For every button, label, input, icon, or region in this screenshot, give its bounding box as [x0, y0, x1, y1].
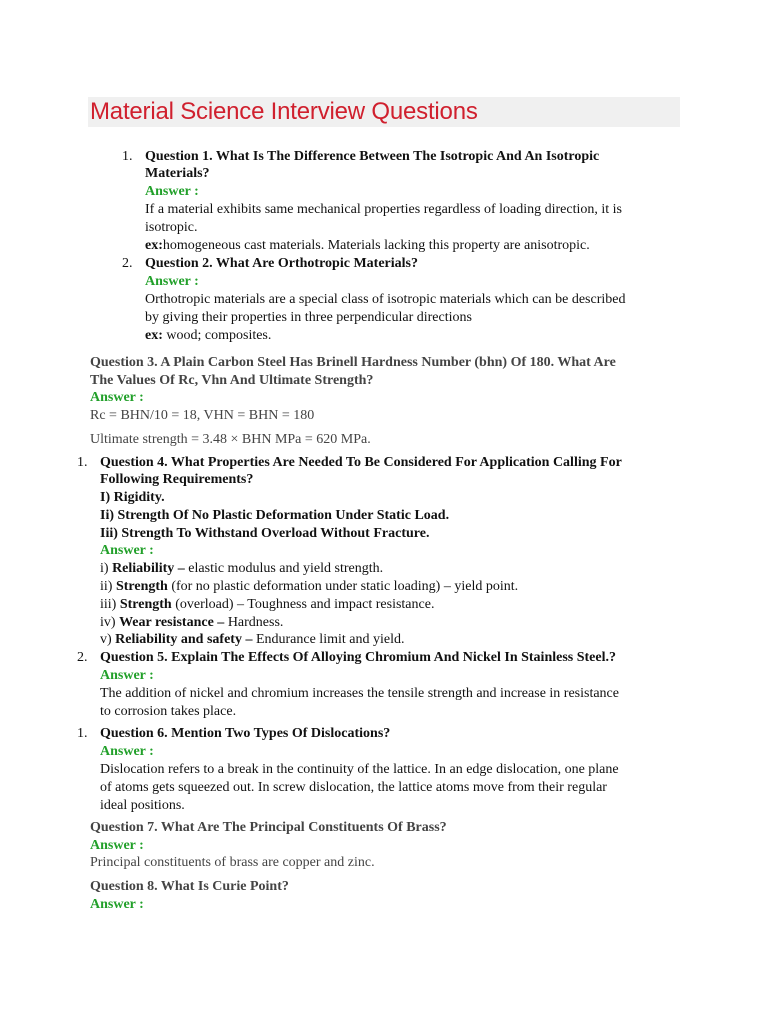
item-text: (for no plastic deformation under static loading) – yield point. [167, 579, 519, 594]
answer-item [100, 560, 383, 578]
answer-example [145, 327, 271, 345]
list-number: 1. [77, 726, 88, 741]
item-prefix: i) [100, 561, 113, 576]
item-text: Endurance limit and yield. [252, 632, 405, 647]
question-text: Question 4. What Properties Are Needed To Be Considered For Application Calling For [100, 455, 622, 470]
item-prefix: iv) [100, 615, 120, 630]
answer-text: Dislocation refers to a break in the continuity of the lattice. In an edge dislocation, one plane [100, 762, 619, 777]
item-term: Wear resistance – [119, 615, 225, 630]
question-text: Question 1. What Is The Difference Between The Isotropic And An Isotropic [145, 149, 600, 164]
answer-text: Rc = BHN/10 = 18, VHN = BHN = 180 [90, 408, 315, 423]
answer-text: to corrosion takes place. [100, 704, 237, 719]
question-text: Question 5. Explain The Effects Of Alloying Chromium And Nickel In Stainless Steel.? [100, 650, 616, 665]
question-text: Question 2. What Are Orthotropic Materials? [145, 256, 418, 271]
question-text: Iii) Strength To Withstand Overload Without Fracture. [100, 526, 430, 541]
answer-item [100, 631, 404, 649]
answer-text: Principal constituents of brass are copper and zinc. [90, 855, 375, 870]
answer-label: Answer : [90, 390, 144, 405]
question-text: Ii) Strength Of No Plastic Deformation Under Static Load. [100, 508, 450, 523]
item-text: Hardness. [224, 615, 284, 630]
item-prefix: v) [100, 632, 116, 647]
question-text: Question 8. What Is Curie Point? [90, 879, 289, 894]
answer-text: ideal positions. [100, 798, 185, 813]
list-number: 2. [77, 650, 88, 665]
item-term: Strength [115, 579, 168, 594]
answer-label: Answer : [100, 543, 154, 558]
answer-label: Answer : [145, 184, 199, 199]
example-text: wood; composites. [162, 328, 272, 343]
item-term: Strength [119, 597, 172, 612]
item-prefix: iii) [100, 597, 120, 612]
answer-text: Ultimate strength = 3.48 × BHN MPa = 620 MPa. [90, 432, 371, 447]
answer-item [100, 578, 518, 596]
question-text: Question 7. What Are The Principal Constituents Of Brass? [90, 820, 447, 835]
answer-text: Orthotropic materials are a special class of isotropic materials which can be described [145, 292, 626, 307]
item-text: (overload) – Toughness and impact resistance. [171, 597, 435, 612]
example-label: ex: [145, 238, 163, 253]
question-text: Materials? [145, 166, 210, 181]
item-term: Reliability – [112, 561, 185, 576]
question-text: Following Requirements? [100, 472, 254, 487]
answer-label: Answer : [90, 838, 144, 853]
example-text: homogeneous cast materials. Materials lacking this property are anisotropic. [162, 238, 590, 253]
list-number: 1. [122, 149, 133, 164]
answer-text: of atoms gets squeezed out. In screw dislocation, the lattice atoms move from their regular [100, 780, 607, 795]
question-text: The Values Of Rc, Vhn And Ultimate Strength? [90, 373, 374, 388]
list-number: 2. [122, 256, 133, 271]
item-text: elastic modulus and yield strength. [184, 561, 384, 576]
answer-text: by giving their properties in three perpendicular directions [145, 310, 472, 325]
answer-text: The addition of nickel and chromium increases the tensile strength and increase in resistance [100, 686, 619, 701]
answer-label: Answer : [90, 897, 144, 912]
question-text: I) Rigidity. [100, 490, 165, 505]
answer-text: isotropic. [145, 220, 198, 235]
item-term: Reliability and safety – [115, 632, 253, 647]
answer-label: Answer : [145, 274, 199, 289]
answer-item [100, 596, 434, 614]
list-number: 1. [77, 455, 88, 470]
answer-label: Answer : [100, 668, 154, 683]
question-text: Question 3. A Plain Carbon Steel Has Brinell Hardness Number (bhn) Of 180. What Are [90, 355, 616, 370]
answer-example [145, 237, 590, 255]
answer-text: If a material exhibits same mechanical properties regardless of loading direction, it is [145, 202, 622, 217]
example-label: ex: [145, 328, 163, 343]
item-prefix: ii) [100, 579, 116, 594]
answer-label: Answer : [100, 744, 154, 759]
answer-item [100, 614, 283, 632]
page-title: Material Science Interview Questions [90, 98, 478, 125]
question-text: Question 6. Mention Two Types Of Dislocations? [100, 726, 391, 741]
